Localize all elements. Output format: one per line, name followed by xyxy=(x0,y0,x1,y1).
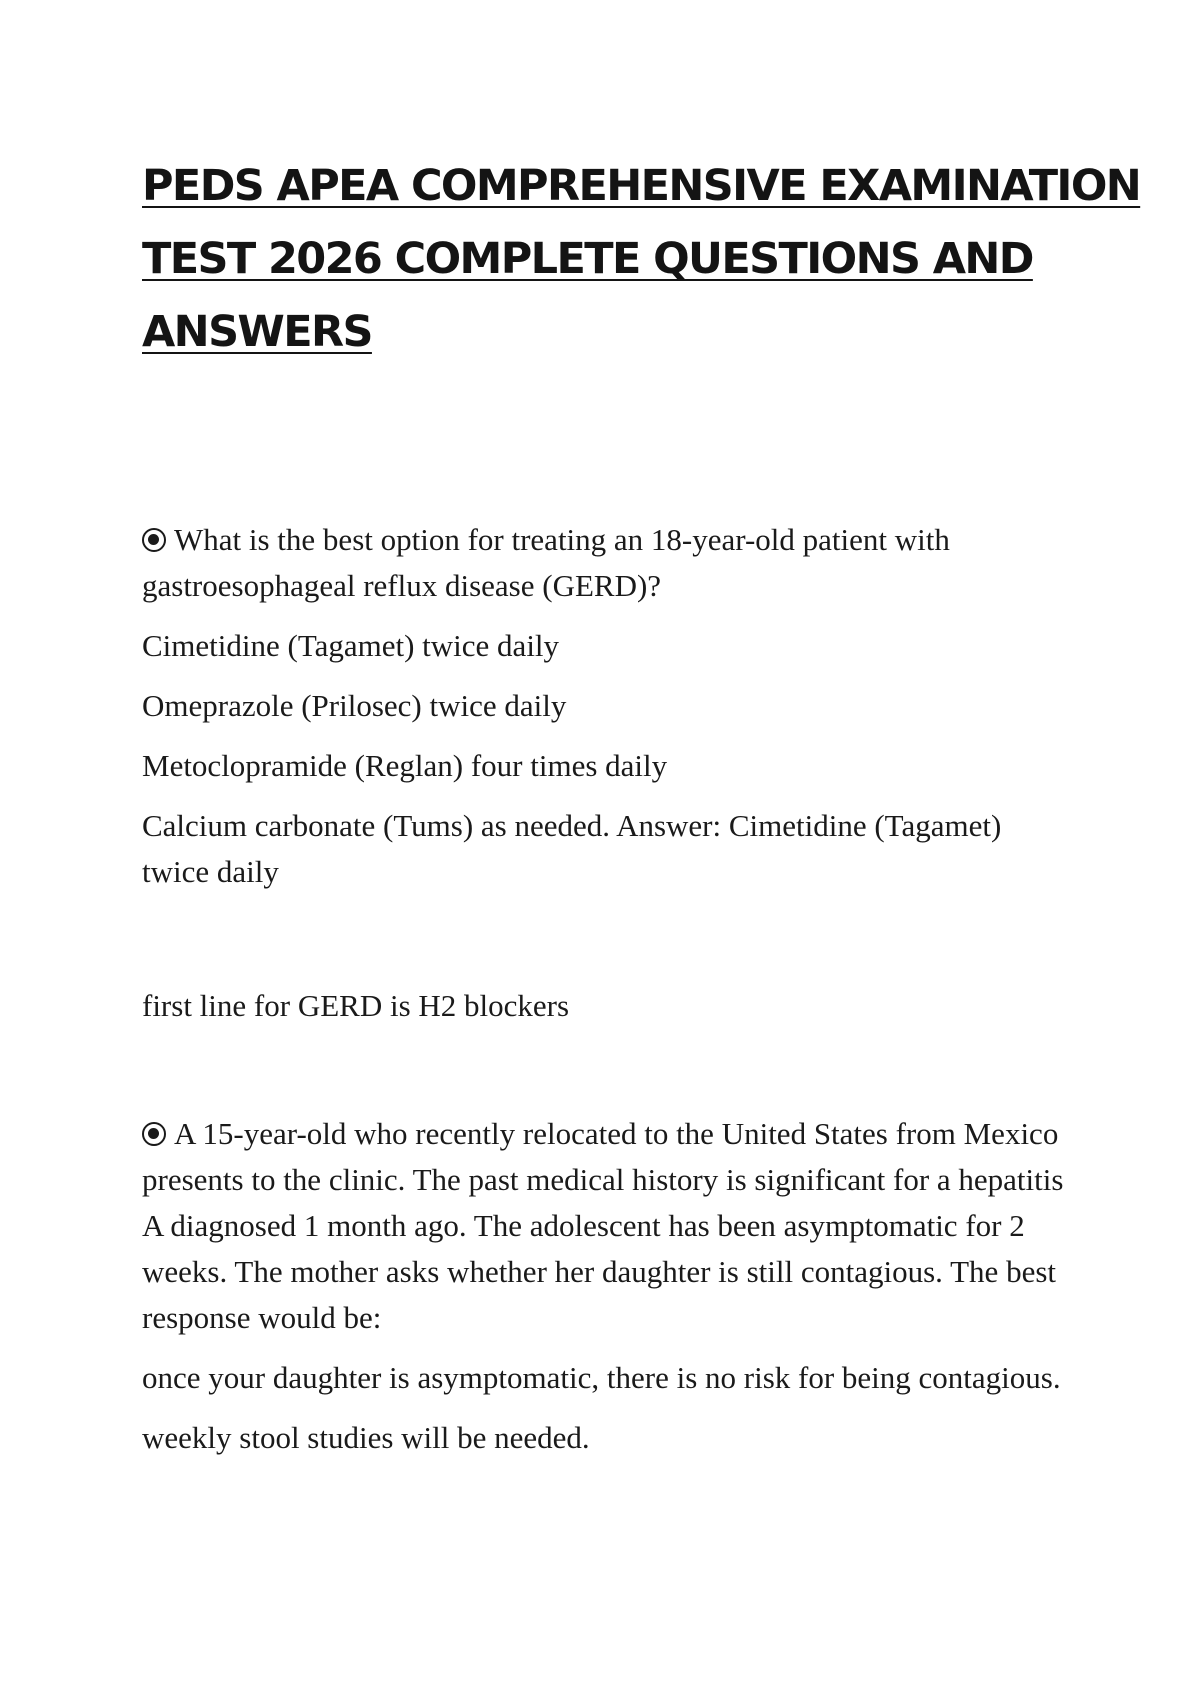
question-block-2 xyxy=(142,1111,1072,1461)
answer-option: Metoclopramide (Reglan) four times daily xyxy=(142,748,668,783)
title-line: ANSWERS xyxy=(142,307,372,357)
answer-explanation: first line for GERD is H2 blockers xyxy=(142,988,570,1023)
radio-bullet-icon xyxy=(142,1122,166,1146)
answer-option: weekly stool studies will be needed. xyxy=(142,1420,590,1455)
question-text-content: What is the best option for treating an 18-year-old patient with gastroesophageal reflux disease (GERD)? xyxy=(142,522,950,603)
question-text xyxy=(142,1111,1072,1341)
question-text xyxy=(142,517,1072,609)
document-title xyxy=(142,150,1141,369)
answer-option: Omeprazole (Prilosec) twice daily xyxy=(142,688,567,723)
answer-option: Calcium carbonate (Tums) as needed. Answer: Cimetidine (Tagamet) twice daily xyxy=(142,808,1002,889)
question-text-content: A 15-year-old who recently relocated to the United States from Mexico presents to the clinic. The past medical history is significant for a hepatitis A diagnosed 1 month ago. The adolescent has been asymptomatic for 2 weeks. The mother asks whether her daughter is still contagious. The best response would be: xyxy=(142,1116,1064,1335)
question-block-1 xyxy=(142,517,1072,1029)
section-spacer xyxy=(142,1029,1072,1111)
radio-bullet-icon xyxy=(142,528,166,552)
answer-option: once your daughter is asymptomatic, there is no risk for being contagious. xyxy=(142,1360,1061,1395)
title-line: PEDS APEA COMPREHENSIVE EXAMINATION xyxy=(142,161,1141,211)
answer-option: Cimetidine (Tagamet) twice daily xyxy=(142,628,560,663)
document-content xyxy=(142,150,1141,1461)
title-line: TEST 2026 COMPLETE QUESTIONS AND xyxy=(142,234,1033,284)
